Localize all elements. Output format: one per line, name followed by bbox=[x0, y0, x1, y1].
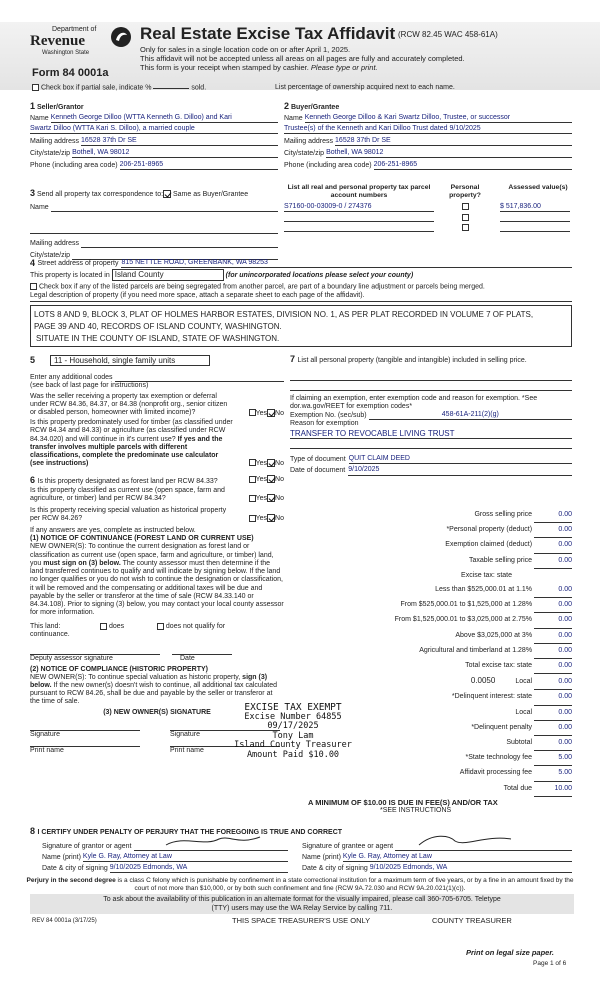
grantee-print-name[interactable]: Kyle G. Ray, Attorney at Law bbox=[343, 853, 572, 862]
calc-row: Gross selling price 0.00 bbox=[290, 508, 572, 523]
personal-property-checkbox[interactable] bbox=[462, 224, 469, 231]
buyer-section: 2 Buyer/Grantee Name Kenneth George Dilloo & Kari Swartz Dilloo, Trustee, or successor Trustee(s) of the Kenneth and Kari Dilloo Trust dated 9/10/2025 Mailing address 16528 37th Dr SE City/state/zip Bothell, WA 98012 Phone (including area code) 206-251-8965 bbox=[284, 101, 572, 170]
q1-yes-checkbox[interactable] bbox=[249, 409, 256, 416]
forest-no-checkbox[interactable] bbox=[267, 475, 275, 483]
signature-scribble-icon bbox=[415, 831, 515, 849]
subtitle-1: Only for sales in a single location code on or after April 1, 2025. bbox=[140, 45, 351, 54]
does-qualify-checkbox[interactable] bbox=[100, 623, 107, 630]
assessed-value-field[interactable]: $ 517,836.00 bbox=[500, 203, 570, 212]
exemption-no-field[interactable]: 458-61A-211(2)(g) bbox=[369, 411, 572, 420]
same-as-buyer-checkbox[interactable] bbox=[163, 190, 171, 198]
personal-property-checkbox[interactable] bbox=[462, 214, 469, 221]
section-8: 8 I CERTIFY UNDER PENALTY OF PERJURY THAT THE FOREGOING IS TRUE AND CORRECT Signature of grantor or agent Name (print) Kyle G. Ray, Attorney at Law Date & city of signing 9/10/2025 Edmonds, WA Signature of grantee or agent Name (print) Kyle G. Ray, Attorney at Law Date & city of signing 9/10/2025 Edmonds, WA bbox=[30, 826, 572, 873]
tax-calculation: Gross selling price 0.00 *Personal property (deduct) 0.00 Exemption claimed (deduct) 0.00 Taxable selling price 0.00 Excise tax: state Less than $525,000.01 at 1.1% 0.00 From $525,000.01 to $1,525,000 at 1.28% 0.00 From $1,525,000.01 to $3,025,000 at 2.75% 0.00 Above $3,025,000 at 3% 0.00 Agricultural and timberland at 1.28% 0.00 Total excise tax: state 0.00 0.0050 Local 0.00 *Delinquent interest: state 0.00 Local 0.00 *Delinquent penalty 0.00 Subtotal 0.00 *State technology fee 5.00 Affidavit processing fee 5.00 Total due 10.00 A MINIMUM OF $10.00 IS DUE IN FEE(S) AND/OR TAX *SEE INSTRUCTIONS bbox=[290, 508, 572, 815]
seller-phone-field[interactable]: 206-251-8965 bbox=[120, 161, 278, 170]
buyer-name-field[interactable]: Kenneth George Dilloo & Kari Swartz Dilloo, Trustee, or successor bbox=[305, 114, 572, 123]
local-rate: 0.0050 bbox=[470, 676, 496, 686]
assessed-col-header: Assessed value(s) bbox=[508, 184, 568, 191]
parcel-table bbox=[284, 184, 574, 232]
wa-logo-icon bbox=[110, 26, 132, 48]
total-due-value: 10.00 bbox=[534, 782, 572, 797]
dept-line1: Department of bbox=[52, 26, 97, 33]
personal-property-checkbox[interactable] bbox=[462, 203, 469, 210]
rcw-ref: (RCW 82.45 WAC 458-61A) bbox=[398, 30, 498, 39]
list-percentage-note: List percentage of ownership acquired next to each name. bbox=[275, 84, 455, 91]
section-3: 3 Send all property tax correspondence to: Same as Buyer/Grantee Name Mailing address City/state/zip bbox=[30, 188, 278, 260]
section-7: 7 List all personal property (tangible and intangible) included in selling price. If claiming an exemption, enter exemption code and reason for exemption. *See dor.wa.gov/REET for exemption codes* Exemption No. (sec/sub) 458-61A-211(2)(g) Reason for exemption TRANSFER TO REVOCABLE LIVING TRUST Type of document QUIT CLAIM DEED Date of document 9/10/2025 bbox=[290, 354, 572, 476]
calc-row: Exemption claimed (deduct) 0.00 bbox=[290, 538, 572, 553]
grantor-signature[interactable] bbox=[134, 841, 288, 851]
section-6: 6 Is this property designated as forest land per RCW 84.33? Yes No Is this property classified as current use (open space, farm and agriculture, or timber) land per RCW 84.34? Yes No Is this property receiving special valuation as historical property per RCW 84.26? Yes No If any answers are yes, complete as instructed below. (1) NOTICE OF CONTINUANCE (FOREST LAND OR CURRENT USE) NEW OWNER(S): To continue the current designation as forest land or classification as current use (open space, farm and agriculture, or timber) land, you must sign on (3) below. The county assessor must then determine if the land transferred continues to qualify and will indicate by signing below. If the land no longer qualifies or you do not wish to continue the designation or classification, it will be removed and the compensating or additional taxes will be due and payable by the seller or transferor at the time of sale (RCW 84.33.140 or 84.34.108). Prior to signing (3) below, you may contact your local county assessor for more information. This land: does does not qualify for continuance. Deputy assessor signature Date (2) NOTICE OF COMPLIANCE (HISTORIC PROPERTY) NEW OWNER(S): To continue special valuation as historic property, sign (3) below. If the new owner(s) doesn't wish to continue, all additional tax calculated pursuant to RCW 84.26, shall be due and payable by the seller or transferor at the time of sale. (3) NEW OWNER(S) SIGNATURE Signature Signature Print name Print name bbox=[30, 475, 284, 755]
forest-yes-checkbox[interactable] bbox=[249, 476, 256, 483]
seller-name-field[interactable]: Kenneth George Dilloo (WTTA Kenneth G. Dilloo) and Kari bbox=[51, 114, 278, 123]
treasurer-stamp: EXCISE TAX EXEMPT Excise Number 64855 09/17/2025 Tony Lam Island County Treasurer Amount Paid $10.00 bbox=[234, 702, 352, 760]
parcel-col-header: List all real and personal property tax parcel account numbers bbox=[287, 184, 431, 199]
dept-state: Washington State bbox=[42, 50, 90, 57]
seller-section: 1 Seller/Grantor Name Kenneth George Dilloo (WTTA Kenneth G. Dilloo) and Kari Swartz Dilloo (WTTA Kari S. Dilloo), a married couple Mailing address 16528 37th Dr SE City/state/zip Bothell, WA 98012 Phone (including area code) 206-251-8965 bbox=[30, 101, 278, 170]
grantor-date-city[interactable]: 9/10/2025 Edmonds, WA bbox=[110, 864, 288, 873]
form-title: Real Estate Excise Tax Affidavit bbox=[140, 24, 396, 43]
historic-yes-checkbox[interactable] bbox=[249, 515, 256, 522]
sec3-name-field[interactable] bbox=[51, 204, 278, 212]
buyer-phone-field[interactable]: 206-251-8965 bbox=[374, 161, 572, 170]
county-select[interactable]: Island County bbox=[112, 269, 224, 280]
partial-sale-checkbox[interactable] bbox=[32, 84, 39, 91]
street-address-field[interactable]: 815 NETTLE ROAD, GREENBANK, WA 98253 bbox=[121, 259, 291, 268]
subtitle-3: This form is your receipt when stamped by cashier. Please type or print. bbox=[140, 63, 378, 72]
seller-mailing-field[interactable]: 16528 37th Dr SE bbox=[81, 137, 278, 146]
grantor-print-name[interactable]: Kyle G. Ray, Attorney at Law bbox=[83, 853, 288, 862]
segregated-checkbox[interactable] bbox=[30, 283, 37, 290]
signature-scribble-icon bbox=[164, 833, 264, 849]
rev-number: REV 84 0001a (3/17/25) bbox=[32, 918, 97, 924]
q2-no-checkbox[interactable] bbox=[267, 459, 275, 467]
county-treasurer: COUNTY TREASURER bbox=[432, 916, 512, 925]
perjury-notice: Perjury in the second degree is a class C felony which is punishable by confinement in a state correctional institution for a maximum term of five years, or by a fine in an amount fixed by the court of not more than $10,000, or by both such confinement and fine (RCW 9A.72.030 and RCW 9A.20.021(1)(c)). bbox=[26, 877, 574, 892]
current-use-yes-checkbox[interactable] bbox=[249, 495, 256, 502]
buyer-name-field-2[interactable]: Trustee(s) of the Kenneth and Kari Dilloo Trust dated 9/10/2025 bbox=[284, 125, 572, 134]
grantee-date-city[interactable]: 9/10/2025 Edmonds, WA bbox=[370, 864, 572, 873]
legal-description-box[interactable]: LOTS 8 AND 9, BLOCK 3, PLAT OF HOLMES HARBOR ESTATES, DIVISION NO. 1, AS PER PLAT RECORDED IN VOLUME 7 OF PLATS, PAGE 39 AND 40, RECORDS OF ISLAND COUNTY, WASHINGTON. SITUATE IN THE COUNTY OF ISLAND, STATE OF WASHINGTON. bbox=[30, 305, 572, 347]
buyer-mailing-field[interactable]: 16528 37th Dr SE bbox=[335, 137, 572, 146]
minimum-due-note: A MINIMUM OF $10.00 IS DUE IN FEE(S) AND/OR TAX bbox=[308, 797, 498, 807]
grantee-signature[interactable] bbox=[395, 841, 572, 851]
land-use-code-select[interactable]: 11 - Household, single family units bbox=[50, 355, 210, 366]
additional-codes-field[interactable] bbox=[115, 374, 285, 382]
tier-row: From $525,000.01 to $1,525,000 at 1.28% 0.00 bbox=[290, 598, 572, 613]
buyer-heading: Buyer/Grantee bbox=[290, 104, 340, 111]
subtitle-2: This affidavit will not be accepted unless all areas on all pages are fully and accurately completed. bbox=[140, 54, 465, 63]
form-number: Form 84 0001a bbox=[32, 67, 109, 79]
tier-row: From $1,525,000.01 to $3,025,000 at 2.75% 0.00 bbox=[290, 613, 572, 628]
partial-sale-line: Check box if partial sale, indicate % sold. bbox=[32, 84, 206, 92]
current-use-no-checkbox[interactable] bbox=[267, 494, 275, 502]
calc-row: Taxable selling price 0.00 bbox=[290, 554, 572, 569]
personal-col-header: Personal property? bbox=[449, 184, 481, 199]
accessibility-band: To ask about the availability of this publication in an alternate format for the visually impaired, please call 360-705-6705. Teletype (TTY) users may use the WA Relay Service by calling 711. bbox=[30, 894, 574, 914]
sec3-mailing-field[interactable] bbox=[81, 240, 278, 248]
q1-no-checkbox[interactable] bbox=[267, 409, 275, 417]
seller-city-field[interactable]: Bothell, WA 98012 bbox=[72, 149, 278, 158]
tier-row: Above $3,025,000 at 3% 0.00 bbox=[290, 629, 572, 644]
buyer-city-field[interactable]: Bothell, WA 98012 bbox=[326, 149, 572, 158]
document-type-field[interactable]: QUIT CLAIM DEED bbox=[349, 455, 572, 464]
section-5: 5 11 - Household, single family units Enter any additional codes (see back of last page for instructions) Was the seller receiving a property tax exemption or deferral under RCW 84.36, 84.37, or 84.38 (nonprofit org., senior citizen or disabled person, homeowner with limited income)? Yes No Is this property predominately used for timber (as classified under RCW 84.34 and 84.33) or agriculture (as classified under RCW 84.34.020) and will continue in it's current use? If yes and the transfer involves multiple parcels with different classifications, complete the predominate use calculator (see instructions) Yes No bbox=[30, 355, 284, 467]
revenue-logo bbox=[30, 26, 130, 57]
exemption-reason-field[interactable]: TRANSFER TO REVOCABLE LIVING TRUST bbox=[290, 429, 572, 439]
q2-yes-checkbox[interactable] bbox=[249, 459, 256, 466]
historic-no-checkbox[interactable] bbox=[267, 514, 275, 522]
document-date-field[interactable]: 9/10/2025 bbox=[348, 466, 572, 475]
does-not-qualify-checkbox[interactable] bbox=[157, 623, 164, 630]
dept-name: Revenue bbox=[30, 33, 85, 50]
treasurer-use-only: THIS SPACE TREASURER'S USE ONLY bbox=[232, 916, 371, 925]
seller-name-field-2[interactable]: Swartz Dilloo (WTTA Kari S. Dilloo), a married couple bbox=[30, 125, 278, 134]
calc-row: *Personal property (deduct) 0.00 bbox=[290, 523, 572, 538]
page-number: Page 1 of 6 bbox=[533, 960, 567, 967]
seller-heading: Seller/Grantor bbox=[36, 104, 84, 111]
parcel-number-field[interactable]: S7160-00-03009-0 / 274376 bbox=[284, 203, 434, 212]
tier-row: Agricultural and timberland at 1.28% 0.00 bbox=[290, 644, 572, 659]
tier-row: Less than $525,000.01 at 1.1% 0.00 bbox=[290, 583, 572, 598]
section-4: 4 Street address of property 815 NETTLE ROAD, GREENBANK, WA 98253 This property is located in Island County (for unincorporated locations please select your county) Check box if any of the listed parcels are being segregated from another parcel, are part of a boundary line adjustment or parcels being merged. Legal description of property (if you need more space, attach a separate sheet to each page of the affidavit). LOTS 8 AND 9, BLOCK 3, PLAT OF HOLMES HARBOR ESTATES, DIVISION NO. 1, AS PER PLAT RECORDED IN VOLUME 7 OF PLATS, PAGE 39 AND 40, RECORDS OF ISLAND COUNTY, WASHINGTON. SITUATE IN THE COUNTY OF ISLAND, STATE OF WASHINGTON. bbox=[30, 258, 572, 347]
legal-paper-note: Print on legal size paper. bbox=[466, 948, 554, 957]
